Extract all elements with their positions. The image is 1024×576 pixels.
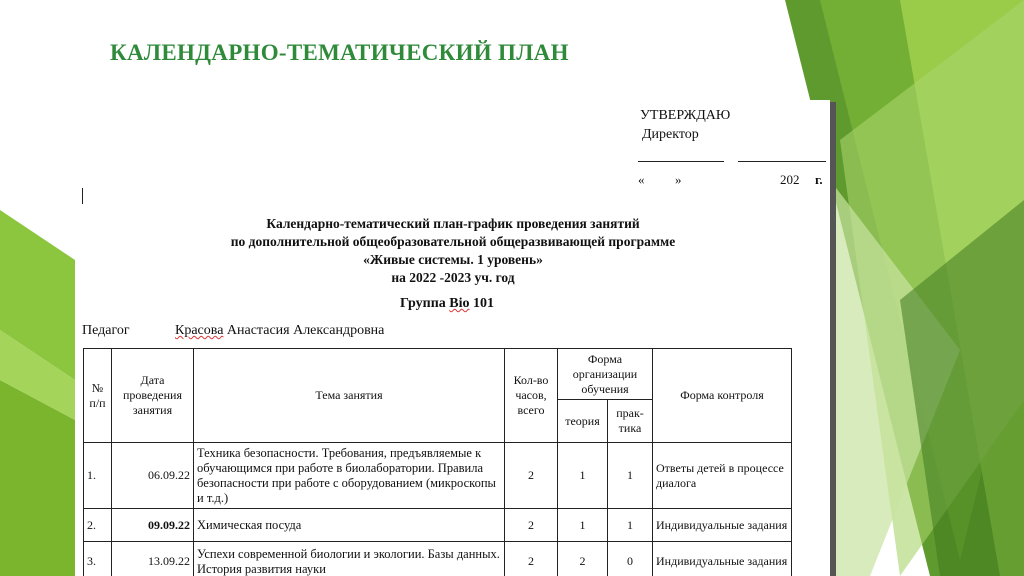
- heading-line-1: Календарно-тематический план-график проведения занятий: [266, 216, 640, 231]
- heading-line-4: на 2022 -2023 уч. год: [391, 270, 515, 285]
- approval-label: УТВЕРЖДАЮ: [640, 108, 731, 123]
- approval-quote-close: »: [675, 172, 682, 187]
- cell-topic: Техника безопасности. Требования, предъявляемые к обучающимся при работе в биолаборатории. Правила безопасности при работе с оборудованием (микроскопы и т.д.): [194, 443, 505, 509]
- group-line: [400, 296, 494, 312]
- cell-practice: 1: [608, 443, 653, 509]
- header-form-org: Форма организации обучения: [558, 349, 653, 400]
- cell-theory: 1: [558, 509, 608, 542]
- teacher-name: [175, 323, 384, 339]
- cell-theory: 1: [558, 443, 608, 509]
- header-hours: Кол-во часов, всего: [505, 349, 558, 443]
- cell-topic: Химическая посуда: [194, 509, 505, 542]
- cell-control: Индивидуальные задания: [653, 509, 792, 542]
- teacher-label: Педагог: [82, 323, 130, 338]
- approval-year-suffix: г.: [815, 172, 823, 187]
- teacher-surname: Красова: [175, 323, 224, 338]
- table-row: [84, 443, 792, 509]
- heading-line-3: «Живые системы. 1 уровень»: [363, 252, 543, 267]
- cell-topic: Успехи современной биологии и экологии. Базы данных. История развития науки: [194, 542, 505, 576]
- cell-practice: 1: [608, 509, 653, 542]
- cell-hours: 2: [505, 542, 558, 576]
- cell-date: 09.09.22: [112, 509, 194, 542]
- approval-year: 202: [780, 172, 800, 187]
- heading-line-2: по дополнительной общеобразовательной общеразвивающей программе: [230, 234, 676, 249]
- header-theory: теория: [558, 400, 608, 443]
- header-practice: прак-тика: [608, 400, 653, 443]
- cell-hours: 2: [505, 509, 558, 542]
- cell-theory: 2: [558, 542, 608, 576]
- cursor-mark: [82, 188, 83, 204]
- cell-control: Ответы детей в процессе диалога: [653, 443, 792, 509]
- table-row: [84, 509, 792, 542]
- approval-director: Директор: [642, 127, 699, 142]
- cell-hours: 2: [505, 443, 558, 509]
- cell-date: 06.09.22: [112, 443, 194, 509]
- group-label: Группа: [400, 296, 450, 311]
- cell-date: 13.09.22: [112, 542, 194, 576]
- cell-num: 1.: [84, 443, 112, 509]
- group-number: 101: [469, 296, 494, 311]
- schedule-table: [83, 348, 792, 576]
- header-control: Форма контроля: [653, 349, 792, 443]
- header-num: № п/п: [84, 349, 112, 443]
- header-topic: Тема занятия: [194, 349, 505, 443]
- approval-quote-open: «: [638, 172, 645, 187]
- slide-title: КАЛЕНДАРНО-ТЕМАТИЧЕСКИЙ ПЛАН: [110, 40, 569, 65]
- cell-control: Индивидуальные задания: [653, 542, 792, 576]
- group-name: Bio: [449, 296, 470, 311]
- cell-num: 3.: [84, 542, 112, 576]
- cell-num: 2.: [84, 509, 112, 542]
- document-scan: [76, 100, 830, 576]
- table-row: [84, 542, 792, 576]
- signature-line: [638, 161, 724, 162]
- header-date: Дата проведения занятия: [112, 349, 194, 443]
- teacher-given-name: Анастасия Александровна: [223, 323, 385, 338]
- cell-practice: 0: [608, 542, 653, 576]
- name-line: [738, 161, 826, 162]
